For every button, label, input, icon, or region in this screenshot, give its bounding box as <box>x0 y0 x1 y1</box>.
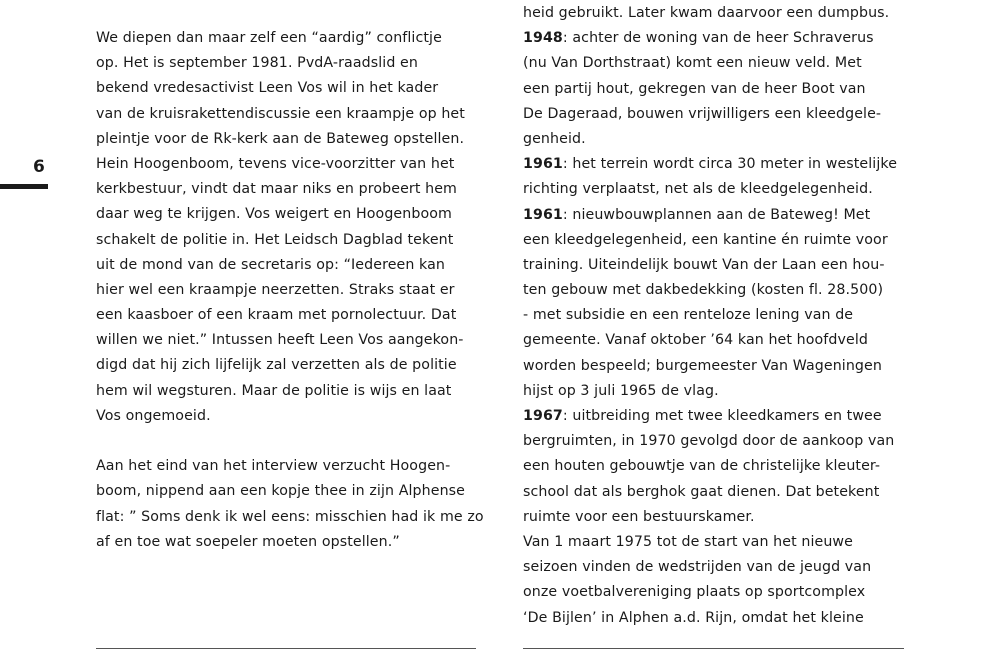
line-text: worden bespeeld; burgemeester Van Wageningen <box>523 357 882 374</box>
text-line <box>523 606 897 631</box>
text-line: op. Het is september 1981. PvdA-raadslid en <box>96 55 418 72</box>
line-text: De Dageraad, bouwen vrijwilligers een kleedgele- <box>523 105 882 122</box>
text-line: schakelt de politie in. Het Leidsch Dagblad tekent <box>96 231 454 248</box>
text-line: willen we niet.” Intussen heeft Leen Vos aangekon- <box>96 332 464 349</box>
text-line <box>523 203 897 228</box>
line-text: : het terrein wordt circa 30 meter in westelijke <box>562 156 898 173</box>
text-line <box>523 278 897 303</box>
text-line <box>523 454 897 479</box>
text-line <box>523 177 897 202</box>
right-text-column <box>523 1 897 631</box>
line-text: Van 1 maart 1975 tot de start van het nieuwe <box>523 533 853 550</box>
text-line <box>523 152 897 177</box>
line-text: een kleedgelegenheid, een kantine én ruimte voor <box>523 231 888 248</box>
text-line <box>523 26 897 51</box>
text-line <box>523 77 897 102</box>
text-line <box>523 555 897 580</box>
text-line <box>523 328 897 353</box>
text-line: Aan het eind van het interview verzucht Hoogen- <box>96 458 451 475</box>
line-text: een houten gebouwtje van de christelijke kleuter- <box>523 458 881 475</box>
year-label: 1961 <box>523 206 563 223</box>
year-label: 1961 <box>523 156 563 173</box>
text-line: pleintje voor de Rk-kerk aan de Bateweg opstellen. <box>96 130 465 147</box>
text-line: daar weg te krijgen. Vos weigert en Hoogenboom <box>96 206 452 223</box>
line-text: seizoen vinden de wedstrijden van de jeugd van <box>523 559 872 576</box>
text-line <box>523 228 897 253</box>
line-text: richting verplaatst, net als de kleedgelegenheid. <box>523 181 873 198</box>
line-text: genheid. <box>523 130 586 147</box>
text-line <box>523 530 897 555</box>
line-text: training. Uiteindelijk bouwt Van der Laan een hou- <box>523 256 885 273</box>
text-line: uit de mond van de secretaris op: “Iedereen kan <box>96 256 446 273</box>
text-line <box>523 480 897 505</box>
line-text: gemeente. Vanaf oktober ’64 kan het hoofdveld <box>523 332 868 349</box>
paragraph-gap <box>96 429 484 454</box>
right-column-footer-rule <box>523 648 904 649</box>
text-line: digd dat hij zich lijfelijk zal verzetten als de politie <box>96 357 457 374</box>
text-line <box>523 354 897 379</box>
text-line: hem wil wegsturen. Maar de politie is wijs en laat <box>96 382 452 399</box>
text-line <box>523 580 897 605</box>
text-line: We diepen dan maar zelf een “aardig” conflictje <box>96 30 442 46</box>
text-line: van de kruisrakettendiscussie een kraampje op het <box>96 105 465 122</box>
text-line <box>523 404 897 429</box>
text-line: flat: ” Soms denk ik wel eens: misschien had ik me zo <box>96 508 484 525</box>
text-line <box>523 102 897 127</box>
page-number: 6 <box>33 157 45 177</box>
text-line: Hein Hoogenboom, tevens vice-voorzitter van het <box>96 155 455 172</box>
text-line: boom, nippend aan een kopje thee in zijn Alphense <box>96 483 465 500</box>
line-text: : nieuwbouwplannen aan de Bateweg! Met <box>562 206 871 223</box>
page-number-marker <box>0 184 48 189</box>
line-text: - met subsidie en een renteloze lening van de <box>523 307 854 324</box>
line-text: : uitbreiding met twee kleedkamers en twee <box>562 408 882 424</box>
line-text: (nu Van Dorthstraat) komt een nieuw veld. Met <box>523 55 862 72</box>
year-label: 1967 <box>523 408 563 424</box>
text-line <box>523 1 897 26</box>
year-label: 1948 <box>523 30 563 47</box>
line-text: school dat als berghok gaat dienen. Dat betekent <box>523 483 880 500</box>
line-text: : achter de woning van de heer Schraverus <box>562 30 874 47</box>
text-line: Vos ongemoeid. <box>96 407 211 424</box>
text-line: af en toe wat soepeler moeten opstellen.” <box>96 533 400 550</box>
line-text: hijst op 3 juli 1965 de vlag. <box>523 382 719 399</box>
text-line <box>523 429 897 454</box>
text-line <box>523 303 897 328</box>
text-line: bekend vredesactivist Leen Vos wil in het kader <box>96 80 439 97</box>
line-text: ‘De Bijlen’ in Alphen a.d. Rijn, omdat het kleine <box>523 609 864 626</box>
text-line: kerkbestuur, vindt dat maar niks en probeert hem <box>96 181 457 198</box>
line-text: onze voetbalvereniging plaats op sportcomplex <box>523 584 866 601</box>
left-text-column <box>96 26 484 555</box>
left-column-footer-rule <box>96 648 476 649</box>
text-line <box>523 379 897 404</box>
text-line <box>523 51 897 76</box>
text-line <box>523 253 897 278</box>
text-line <box>523 505 897 530</box>
text-line <box>523 127 897 152</box>
line-text: ruimte voor een bestuurskamer. <box>523 508 755 525</box>
line-text: heid gebruikt. Later kwam daarvoor een dumpbus. <box>523 5 890 21</box>
line-text: een partij hout, gekregen van de heer Boot van <box>523 80 866 97</box>
line-text: ten gebouw met dakbedekking (kosten fl. 28.500) <box>523 282 884 299</box>
text-line: hier wel een kraampje neerzetten. Straks staat er <box>96 281 455 298</box>
line-text: bergruimten, in 1970 gevolgd door de aankoop van <box>523 433 895 450</box>
text-line: een kaasboer of een kraam met pornolectuur. Dat <box>96 307 457 324</box>
